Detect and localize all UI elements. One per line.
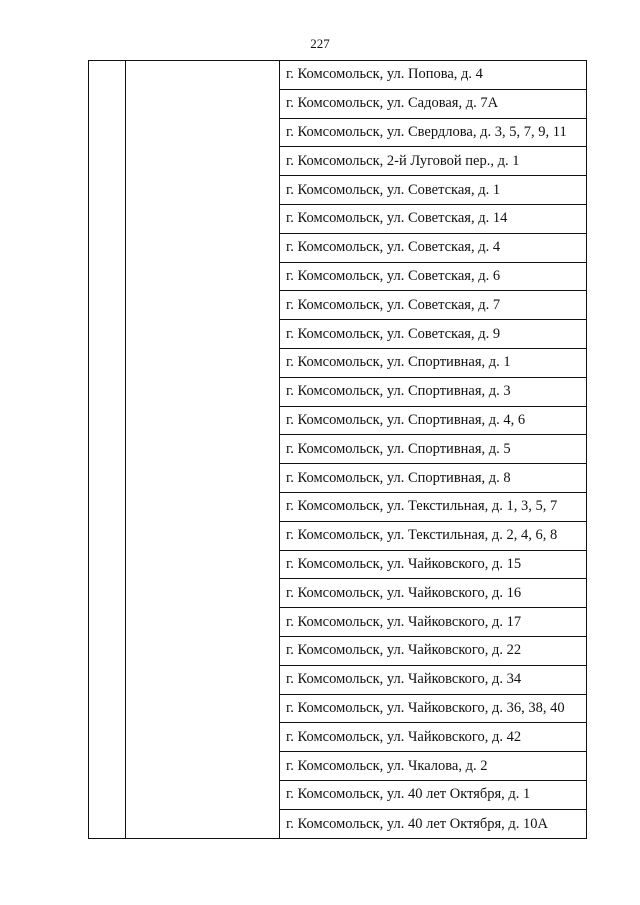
table-row: г. Комсомольск, ул. Попова, д. 4 — [280, 61, 586, 90]
table-row: г. Комсомольск, ул. Советская, д. 4 — [280, 234, 586, 263]
column-divider — [125, 61, 126, 838]
table-row: г. Комсомольск, ул. Чайковского, д. 42 — [280, 723, 586, 752]
table-row: г. Комсомольск, ул. Текстильная, д. 1, 3, 5, 7 — [280, 493, 586, 522]
table-row: г. Комсомольск, 2-й Луговой пер., д. 1 — [280, 147, 586, 176]
table-row: г. Комсомольск, ул. Чайковского, д. 17 — [280, 608, 586, 637]
table-row: г. Комсомольск, ул. Садовая, д. 7А — [280, 90, 586, 119]
table-row: г. Комсомольск, ул. Спортивная, д. 4, 6 — [280, 407, 586, 436]
table-row: г. Комсомольск, ул. Чайковского, д. 36, 38, 40 — [280, 695, 586, 724]
table-row: г. Комсомольск, ул. Советская, д. 9 — [280, 320, 586, 349]
table-row: г. Комсомольск, ул. Чайковского, д. 22 — [280, 637, 586, 666]
table-row: г. Комсомольск, ул. Чкалова, д. 2 — [280, 752, 586, 781]
table-row: г. Комсомольск, ул. Текстильная, д. 2, 4, 6, 8 — [280, 522, 586, 551]
table-row: г. Комсомольск, ул. Спортивная, д. 3 — [280, 378, 586, 407]
table-row: г. Комсомольск, ул. Спортивная, д. 5 — [280, 435, 586, 464]
table-row: г. Комсомольск, ул. Советская, д. 7 — [280, 291, 586, 320]
address-column — [280, 61, 586, 838]
table-row: г. Комсомольск, ул. Чайковского, д. 16 — [280, 579, 586, 608]
table-row: г. Комсомольск, ул. Спортивная, д. 8 — [280, 464, 586, 493]
table-row: г. Комсомольск, ул. Чайковского, д. 34 — [280, 666, 586, 695]
table-row: г. Комсомольск, ул. 40 лет Октября, д. 10А — [286, 815, 549, 832]
table-row: г. Комсомольск, ул. Советская, д. 14 — [280, 205, 586, 234]
table-row: г. Комсомольск, ул. 40 лет Октября, д. 1 — [280, 781, 586, 810]
table-row: г. Комсомольск, ул. Свердлова, д. 3, 5, 7, 9, 11 — [280, 119, 586, 148]
table-row: г. Комсомольск, ул. Советская, д. 1 — [280, 176, 586, 205]
table-row: г. Комсомольск, ул. Спортивная, д. 1 — [280, 349, 586, 378]
page-number: 227 — [310, 36, 330, 51]
table-row: г. Комсомольск, ул. Советская, д. 6 — [280, 263, 586, 292]
table-row: г. Комсомольск, ул. Чайковского, д. 15 — [280, 551, 586, 580]
address-table — [88, 60, 587, 839]
